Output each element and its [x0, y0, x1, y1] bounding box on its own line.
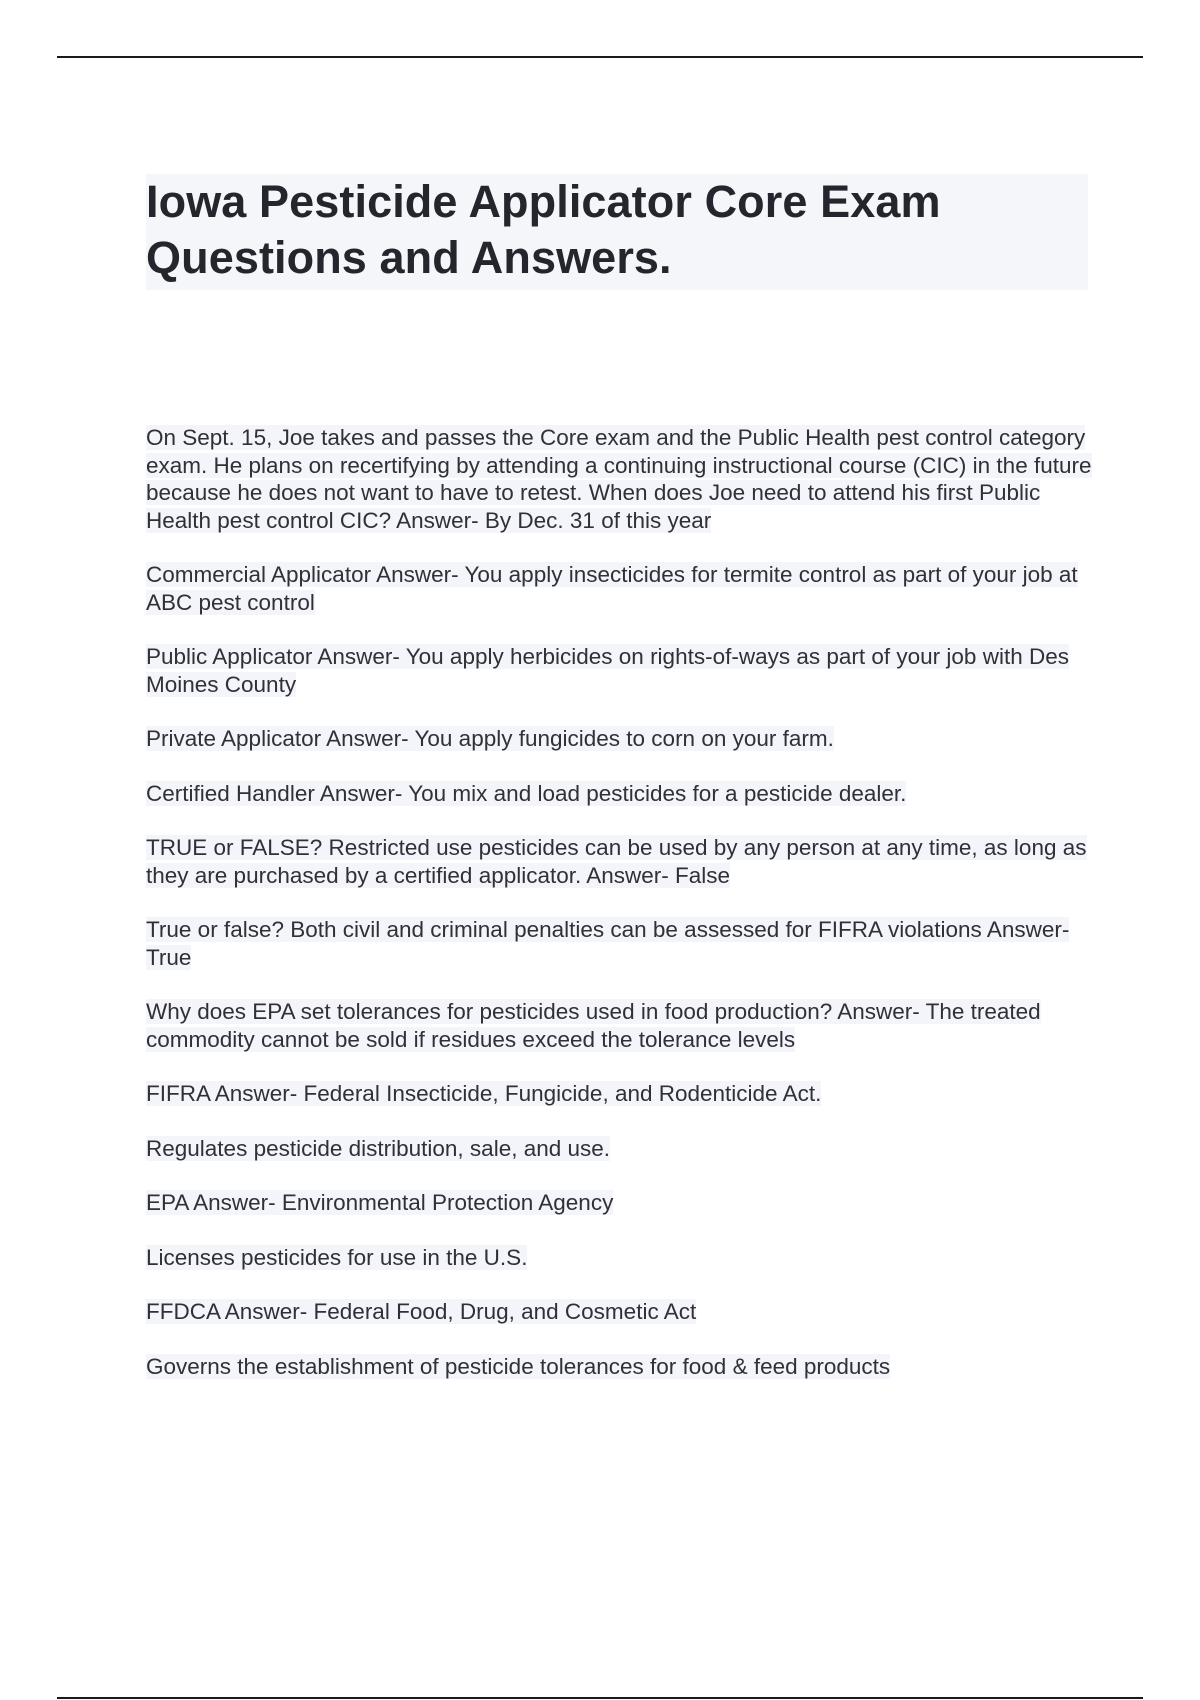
qa-item	[146, 1189, 1096, 1217]
qa-item	[146, 643, 1096, 698]
qa-text: Certified Handler Answer- You mix and load pesticides for a pesticide dealer.	[146, 780, 907, 806]
qa-item	[146, 998, 1096, 1053]
qa-text: FFDCA Answer- Federal Food, Drug, and Cosmetic Act	[146, 1299, 697, 1324]
qa-item	[146, 725, 1096, 753]
qa-item	[146, 916, 1096, 971]
qa-text: Commercial Applicator Answer- You apply insecticides for termite control as part of your job at ABC pest control	[146, 562, 1078, 615]
qa-item	[146, 1353, 1096, 1381]
qa-text: FIFRA Answer- Federal Insecticide, Fungicide, and Rodenticide Act.	[146, 1081, 822, 1106]
footer-rule	[57, 1697, 1143, 1699]
qa-item	[146, 1298, 1096, 1326]
qa-list	[146, 424, 1096, 1407]
qa-item	[146, 834, 1096, 889]
qa-item	[146, 1080, 1096, 1108]
document-title: Iowa Pesticide Applicator Core Exam Questions and Answers.	[146, 176, 941, 283]
qa-text: On Sept. 15, Joe takes and passes the Core exam and the Public Health pest control category exam. He plans on recertifying by attending a continuing instructional course (CIC) in the future because he does not want to have to retest. When does Joe need to attend his first Public Health pest control CIC? Answer- By Dec. 31 of this year	[146, 425, 1092, 533]
qa-text: Licenses pesticides for use in the U.S.	[146, 1244, 528, 1270]
qa-item	[146, 424, 1096, 534]
qa-text: Why does EPA set tolerances for pesticides used in food production? Answer- The treated commodity cannot be sold if residues exceed the tolerance levels	[146, 999, 1041, 1052]
qa-text: Private Applicator Answer- You apply fungicides to corn on your farm.	[146, 726, 834, 751]
qa-text: Regulates pesticide distribution, sale, and use.	[146, 1135, 611, 1161]
qa-text: Governs the establishment of pesticide tolerances for food & feed products	[146, 1353, 891, 1379]
qa-text: TRUE or FALSE? Restricted use pesticides can be used by any person at any time, as long as they are purchased by a certified applicator. Answer- False	[146, 835, 1087, 888]
qa-item	[146, 561, 1096, 616]
qa-item	[146, 1244, 1096, 1272]
title-block	[146, 174, 1088, 290]
header-rule	[57, 56, 1143, 58]
qa-text: True or false? Both civil and criminal penalties can be assessed for FIFRA violations Answer- True	[146, 917, 1070, 970]
qa-text: EPA Answer- Environmental Protection Agency	[146, 1190, 614, 1215]
qa-item	[146, 780, 1096, 808]
qa-item	[146, 1135, 1096, 1163]
qa-text: Public Applicator Answer- You apply herbicides on rights-of-ways as part of your job with Des Moines County	[146, 644, 1069, 697]
